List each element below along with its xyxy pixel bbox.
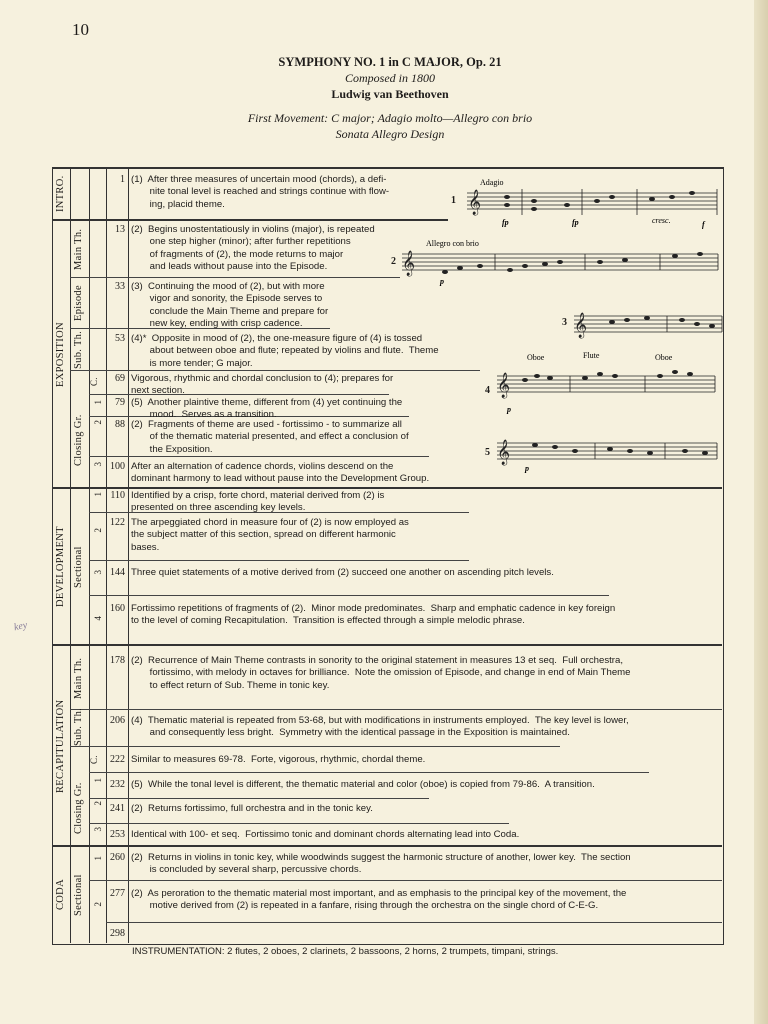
measure-number: 122 [110, 517, 125, 528]
subsection-divider [70, 277, 400, 278]
measure-number: 298 [110, 928, 125, 939]
measure-number: 277 [110, 888, 125, 899]
section-label-exposition: EXPOSITION [55, 322, 66, 387]
measure-number: 53 [115, 333, 125, 344]
row-description: Similar to measures 69-78. Forte, vigorous, rhythmic, chordal theme. [131, 754, 426, 765]
subsection-divider [89, 772, 649, 773]
instrumentation-note: INSTRUMENTATION: 2 flutes, 2 oboes, 2 clarinets, 2 bassoons, 2 horns, 2 trumpets, timpani, strings. [132, 946, 559, 957]
row-description: (2) Returns fortissimo, full orchestra and in the tonic key. [131, 803, 373, 814]
section-divider [52, 845, 722, 847]
subsection-sub-theme: Sub. Th. [73, 330, 84, 370]
subsection-divider [89, 560, 469, 561]
row-description: After an alternation of cadence chords, violins descend on the dominant harmony to lead without pause into the Development Group. [131, 461, 430, 485]
measure-number: 110 [110, 490, 125, 501]
measure-number: 222 [110, 754, 125, 765]
composer-name: Ludwig van Beethoven [331, 87, 449, 101]
measure-number: 100 [110, 461, 125, 472]
section-divider [52, 644, 722, 646]
row-description: Three quiet statements of a motive derived from (2) succeed one another on ascending pitch levels. [131, 567, 554, 578]
music-example-5 [495, 425, 720, 480]
page-edge [754, 0, 768, 1024]
measure-number: 69 [115, 373, 125, 384]
music-example-2 [400, 236, 720, 291]
subsection-index: 3 [93, 462, 103, 467]
measure-number: 33 [115, 281, 125, 292]
example-number: 5 [485, 447, 490, 458]
subsection-divider [89, 595, 609, 596]
measure-number: 232 [110, 779, 125, 790]
section-label-intro: INTRO. [55, 175, 66, 213]
subsection-episode: Episode [73, 285, 84, 321]
svg-text:f: f [702, 220, 705, 229]
music-example-1 [462, 175, 722, 235]
measure-number: 144 [110, 567, 125, 578]
margin-note: key [13, 619, 29, 634]
measure-number: 253 [110, 829, 125, 840]
column-divider [89, 168, 90, 943]
row-description: Identified by a crisp, forte chord, material derived from (2) is presented on three ascending key levels. [131, 490, 385, 514]
subsection-index: 2 [93, 801, 103, 806]
svg-text:Oboe: Oboe [527, 353, 545, 362]
row-description: (5) Another plaintive theme, different from (4) yet continuing the mood. Serves as a transition. [131, 397, 403, 421]
subsection-index: 3 [93, 570, 103, 575]
row-description: (2) Returns in violins in tonic key, while woodwinds suggest the harmonic structure of another, lower key. The section is concluded by several sharp, percussive chords. [131, 852, 631, 876]
subsection-index: 3 [93, 827, 103, 832]
svg-text:𝄞: 𝄞 [497, 372, 511, 397]
svg-text:fp: fp [572, 218, 579, 227]
subsection-sectional-coda: Sectional [73, 874, 84, 916]
svg-text:𝄞: 𝄞 [468, 189, 482, 214]
row-description: Fortissimo repetitions of fragments of (2). Minor mode predominates. Sharp and emphatic cadence in key foreign to the level of coming Recapitulation. Transition is effected through a simple melodic phrase. [131, 603, 616, 627]
svg-text:𝄞: 𝄞 [402, 250, 416, 275]
music-example-3 [572, 298, 724, 348]
subsection-divider [106, 922, 722, 923]
svg-text:p: p [507, 405, 511, 414]
svg-text:Oboe: Oboe [655, 353, 673, 362]
subsection-index: 1 [93, 778, 103, 783]
subsection-closing-group-recap: Closing Gr. [73, 782, 84, 835]
svg-text:𝄞: 𝄞 [574, 312, 588, 337]
svg-text:Allegro con brio: Allegro con brio [426, 239, 479, 248]
subsection-index: 4 [93, 616, 103, 621]
example-number: 2 [391, 256, 396, 267]
subsection-divider [70, 709, 722, 710]
section-label-development: DEVELOPMENT [55, 526, 66, 608]
subsection-index: 1 [93, 856, 103, 861]
row-description: (1) After three measures of uncertain mood (chords), a defi- nite tonal level is reached and strings continue with flow- ing, placid theme. [131, 174, 390, 210]
row-description: (3) Continuing the mood of (2), but with more vigor and sonority, the Episode serves to conclude the Main Theme and prepare for new key, ending with crisp cadence. [131, 281, 329, 330]
svg-text:𝄞: 𝄞 [497, 439, 511, 464]
column-divider [70, 168, 71, 943]
subsection-c-recap: C. [89, 755, 99, 764]
composed-date: Composed in 1800 [345, 71, 435, 85]
subsection-sub-theme-recap: Sub. Th. [73, 707, 84, 746]
row-description: Vigorous, rhythmic and chordal conclusion to (4); prepares for next section. [131, 373, 394, 397]
row-description: (2) Recurrence of Main Theme contrasts in sonority to the original statement in measures 13 et seq. Full orchestra, fortissimo, with melody in octaves for brilliance. Note the omission of Episode, and change in end of Main Theme to effect return of Sub. Theme in tonic key. [131, 655, 631, 691]
section-divider [52, 487, 722, 489]
section-label-coda: CODA [55, 879, 66, 911]
measure-number: 79 [115, 397, 125, 408]
subsection-divider [89, 880, 722, 881]
subsection-c: C. [89, 377, 99, 387]
row-description: (2) Fragments of theme are used - fortissimo - to summarize all of the thematic material presented, and effect a conclusion of the Exposition. [131, 419, 409, 455]
subsection-main-theme-recap: Main Th. [73, 657, 84, 699]
svg-text:p: p [525, 464, 529, 473]
row-description: (5) While the tonal level is different, the thematic material and color (oboe) is copied from 79-86. A transition. [131, 779, 595, 790]
svg-text:fp: fp [502, 218, 509, 227]
music-example-4 [495, 350, 717, 425]
subsection-index: 2 [93, 528, 103, 533]
example-number: 3 [562, 317, 567, 328]
svg-text:Flute: Flute [583, 351, 600, 360]
row-description: (2) As peroration to the thematic material most important, and as emphasis to the principal key of the movement, the motive derived from (2) is repeated in a fanfare, rising through the orchestra on the single chord of C-E-G. [131, 888, 627, 912]
section-divider [52, 219, 448, 221]
subsection-divider [89, 823, 509, 824]
svg-text:cresc.: cresc. [652, 216, 671, 225]
row-description: (2) Begins unostentatiously in violins (major), is repeated one step higher (minor); after further repetitions of fragments of (2), the mode returns to major and leads without pause into the Episode. [131, 224, 375, 273]
measure-number: 178 [110, 655, 125, 666]
subsection-main-theme: Main Th. [73, 228, 84, 271]
subsection-divider [70, 746, 560, 747]
measure-number: 206 [110, 715, 125, 726]
svg-text:p: p [440, 277, 444, 286]
row-description: The arpeggiated chord in measure four of (2) is now employed as the subject matter of this section, spread on different harmonic bases. [131, 517, 409, 553]
page-number: 10 [72, 20, 89, 39]
subsection-sectional: Sectional [73, 546, 84, 588]
subsection-index: 1 [93, 400, 103, 405]
column-divider [128, 168, 129, 943]
subsection-divider [89, 798, 429, 799]
design-label: Sonata Allegro Design [335, 127, 445, 141]
row-description: (4) Thematic material is repeated from 53-68, but with modifications in instruments employed. The key level is lower, and consequently less bright. Symmetry with the identical passage in the Exposition is maintained. [131, 715, 629, 739]
example-number: 4 [485, 385, 490, 396]
movement-description: First Movement: C major; Adagio molto—Allegro con brio [247, 111, 533, 125]
subsection-index: 1 [93, 492, 103, 497]
subsection-index: 2 [93, 420, 103, 425]
symphony-title: SYMPHONY NO. 1 in C MAJOR, Op. 21 [278, 55, 502, 69]
section-label-recapitulation: RECAPITULATION [55, 699, 66, 793]
measure-number: 13 [115, 224, 125, 235]
subsection-index: 2 [93, 902, 103, 907]
measure-number: 241 [110, 803, 125, 814]
measure-number: 1 [120, 174, 125, 185]
svg-text:Adagio: Adagio [480, 178, 504, 187]
measure-number: 160 [110, 603, 125, 614]
subsection-closing-group: Closing Gr. [73, 414, 84, 467]
measure-number: 88 [115, 419, 125, 430]
row-description: (4)* Opposite in mood of (2), the one-measure figure of (4) is tossed about between oboe and flute; repeated by violins and flute. Theme is more tender; G major. [131, 333, 439, 369]
measure-number: 260 [110, 852, 125, 863]
row-description: Identical with 100- et seq. Fortissimo tonic and dominant chords alternating lead into Coda. [131, 829, 520, 840]
example-number: 1 [451, 195, 456, 206]
